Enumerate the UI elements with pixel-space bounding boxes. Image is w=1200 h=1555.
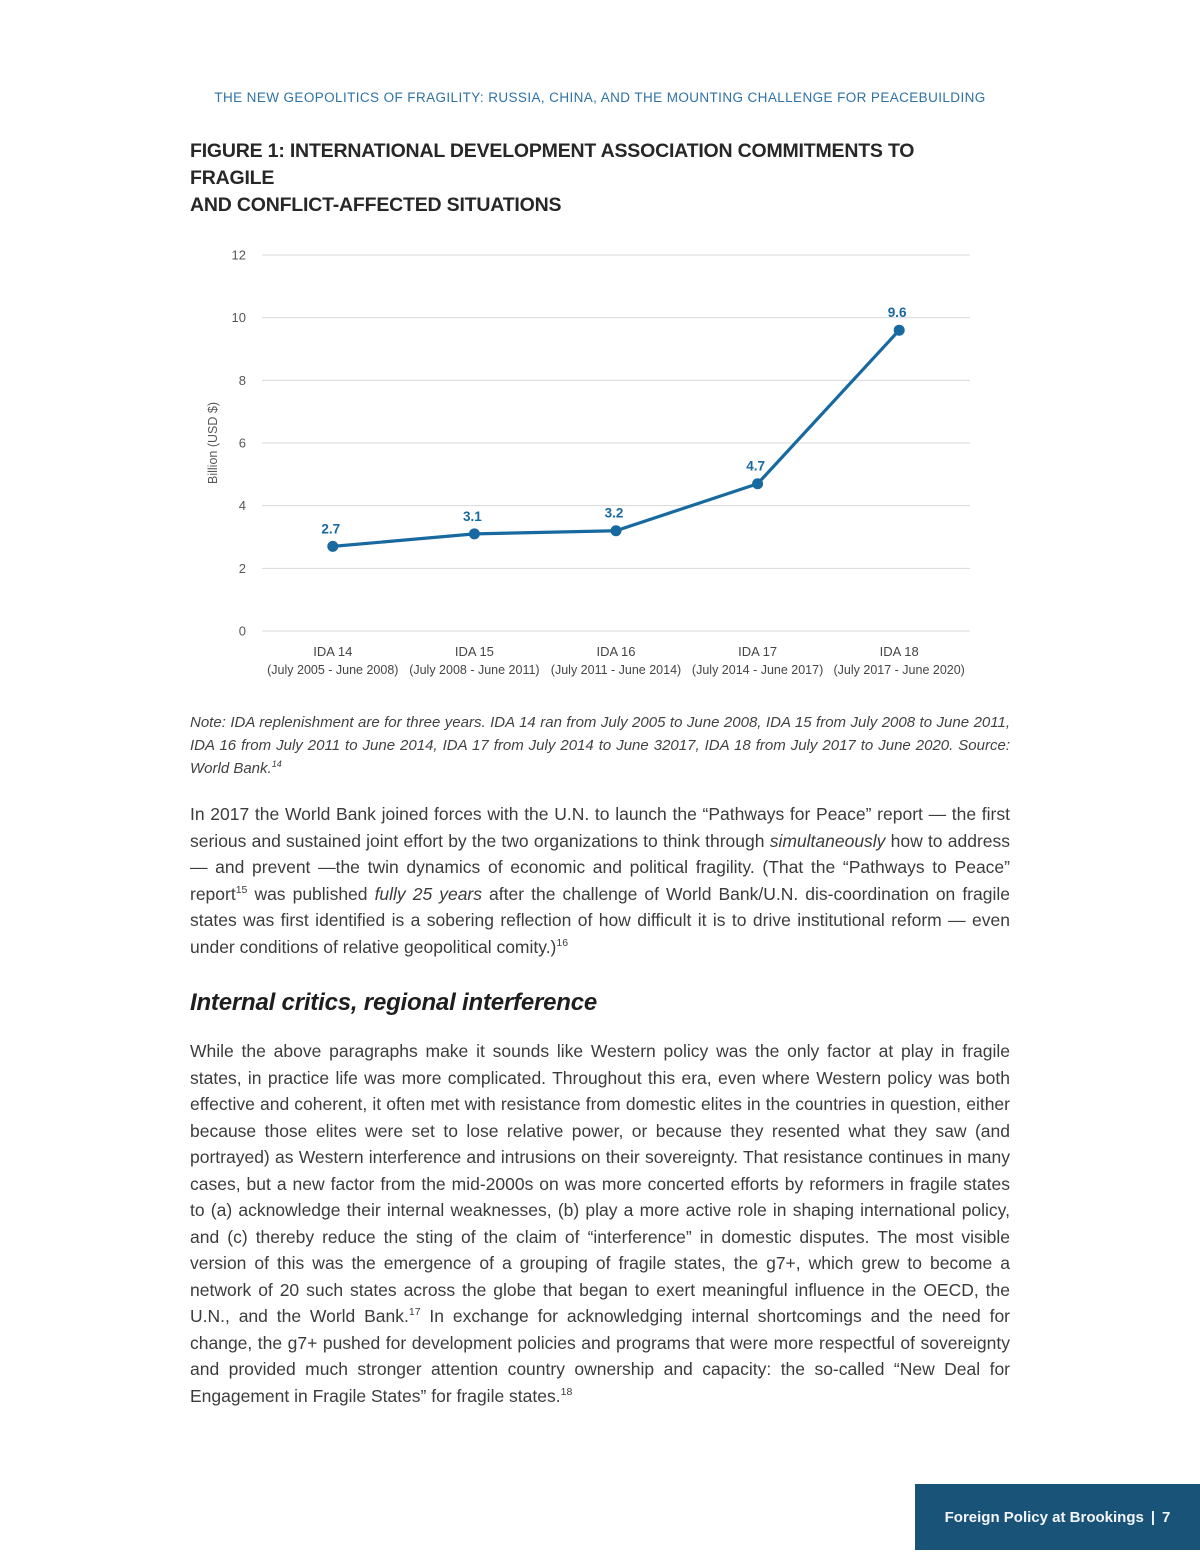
svg-text:Billion (USD $): Billion (USD $): [206, 402, 220, 484]
ida-commitments-chart: [190, 243, 990, 685]
running-header: THE NEW GEOPOLITICS OF FRAGILITY: RUSSIA, CHINA, AND THE MOUNTING CHALLENGE FOR PEACEBUILDING: [214, 90, 986, 105]
svg-text:9.6: 9.6: [887, 305, 907, 321]
svg-text:2: 2: [238, 560, 246, 576]
svg-text:0: 0: [238, 623, 246, 639]
svg-text:2.7: 2.7: [321, 521, 341, 537]
svg-text:(July 2014 - June 2017): (July 2014 - June 2017): [691, 663, 824, 677]
svg-text:IDA 14: IDA 14: [313, 644, 353, 659]
footer-bar: [915, 1484, 1200, 1550]
footer-page-number: 7: [1162, 1508, 1171, 1526]
figure-title-line2: AND CONFLICT-AFFECTED SITUATIONS: [190, 194, 562, 216]
section-heading: Internal critics, regional interference: [190, 989, 598, 1016]
svg-text:10: 10: [231, 310, 246, 326]
svg-text:IDA 17: IDA 17: [738, 644, 778, 659]
svg-text:4: 4: [238, 498, 246, 514]
figure-title: [190, 138, 980, 219]
line-chart-svg: [190, 243, 990, 685]
svg-text:(July 2011 - June 2014): (July 2011 - June 2014): [550, 663, 682, 677]
page-content: [190, 138, 1010, 1409]
svg-text:(July 2005 - June 2008): (July 2005 - June 2008): [267, 663, 399, 677]
svg-text:8: 8: [238, 372, 246, 388]
figure-note: Note: IDA replenishment are for three years. IDA 14 ran from July 2005 to June 2008, IDA 15 from July 2008 to June 2011, IDA 16 from July 2011 to June 2014, IDA 17 from July 2014 to June 32017, IDA 18 from July 2017 to June 2020. Source: World Bank.$^{14}$: [190, 714, 1010, 777]
svg-text:4.7: 4.7: [746, 458, 765, 474]
svg-text:(July 2008 - June 2011): (July 2008 - June 2011): [409, 663, 540, 677]
svg-text:3.2: 3.2: [604, 505, 624, 521]
svg-text:IDA 18: IDA 18: [879, 644, 919, 659]
svg-text:3.1: 3.1: [463, 508, 482, 524]
svg-text:6: 6: [238, 435, 246, 451]
paragraph-pathways: In 2017 the World Bank joined forces with the U.N. to launch the “Pathways for Peace” report — the first serious and sustained joint effort by the two organizations to think through simultaneously how to address — and prevent —the twin dynamics of economic and political fragility. (That the “Pathways to Peace” report$^{15}$ was published fully 25 years after the challenge of World Bank/U.N. dis-coordination on fragile states was first identified is a sobering reflection of how difficult it is to drive institutional reform — even under conditions of relative geopolitical comity.)$^{16}$: [190, 804, 1011, 957]
svg-text:IDA 16: IDA 16: [596, 644, 636, 659]
svg-text:12: 12: [231, 247, 246, 263]
svg-text:IDA 15: IDA 15: [454, 644, 494, 659]
paragraph-internal-critics: While the above paragraphs make it sounds like Western policy was the only factor at play in fragile states, in practice life was more complicated. Throughout this era, even where Western policy was both effective and coherent, it often met with resistance from domestic elites in the countries in question, either because those elites were set to lose relative power, or because they resented what they saw (and portrayed) as Western interference and intrusions on their sovereignty. That resistance continues in many cases, but a new factor from the mid-2000s on was more concerted efforts by reformers in fragile states to (a) acknowledge their internal weaknesses, (b) play a more active role in shaping international policy, and (c) thereby reduce the sting of the claim of “interference” in domestic disputes. The most visible version of this was the emergence of a grouping of fragile states, the g7+, which grew to become a network of 20 such states across the globe that began to exert meaningful influence in the OECD, the U.N., and the World Bank.$^{17}$ In exchange for acknowledging internal shortcomings and the need for change, the g7+ pushed for development policies and programs that were more respectful of sovereignty and provided much stronger attention country ownership and capacity: the so-called “New Deal for Engagement in Fragile States” for fragile states.$^{18}$: [190, 1041, 1011, 1406]
footer-separator: |: [1150, 1508, 1156, 1526]
svg-text:(July 2017 - June 2020): (July 2017 - June 2020): [833, 663, 965, 677]
figure-title-line1: FIGURE 1: INTERNATIONAL DEVELOPMENT ASSOCIATION COMMITMENTS TO FRAGILE: [190, 140, 915, 189]
footer-label: Foreign Policy at Brookings: [944, 1508, 1144, 1526]
